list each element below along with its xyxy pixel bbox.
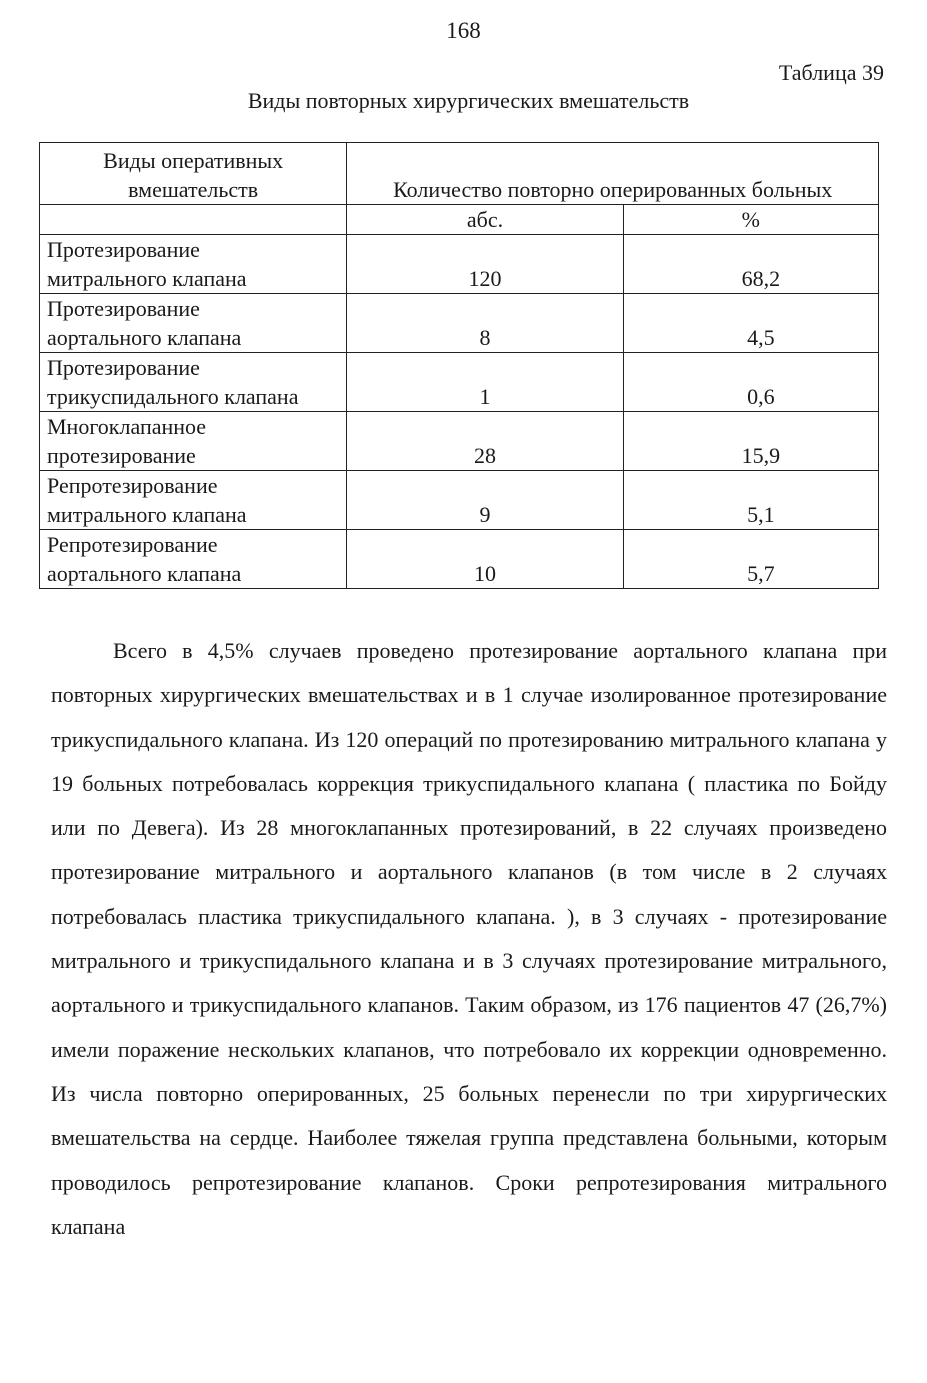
row-name-line2: аортального клапана bbox=[47, 561, 242, 586]
row-name-line2: митрального клапана bbox=[47, 502, 247, 527]
header-patient-count: Количество повторно оперированных больных bbox=[347, 143, 879, 205]
surgery-table bbox=[39, 142, 879, 589]
row-name-line2: протезирование bbox=[47, 443, 196, 468]
row-name-line2: трикуспидального клапана bbox=[47, 384, 299, 409]
row-name bbox=[40, 235, 347, 294]
subheader-pct: % bbox=[623, 205, 878, 235]
table-row bbox=[40, 294, 879, 353]
header-surgery-type bbox=[40, 143, 347, 205]
row-abs: 10 bbox=[347, 530, 623, 589]
table-row bbox=[40, 471, 879, 530]
row-abs: 8 bbox=[347, 294, 623, 353]
row-name-line1: Протезирование bbox=[47, 296, 200, 321]
row-pct: 4,5 bbox=[623, 294, 878, 353]
header-surgery-type-text: Виды оперативных вмешательств bbox=[103, 148, 284, 202]
table-header-row bbox=[40, 143, 879, 205]
table-subheader-row bbox=[40, 205, 879, 235]
row-name bbox=[40, 530, 347, 589]
row-name-line1: Протезирование bbox=[47, 355, 200, 380]
body-paragraph: Всего в 4,5% случаев проведено протезирование аортального клапана при повторных хирургических вмешательствах и в 1 случае изолированное протезирование трикуспидального клапана. Из 120 операций по протезированию митрального клапана у 19 больных потребовалась коррекция трикуспидального клапана ( пластика по Бойду или по Девега). Из 28 многоклапанных протезирований, в 22 случаях произведено протезирование митрального и аортального клапанов (в том числе в 2 случаях потребовалась пластика трикуспидального клапана. ), в 3 случаях - протезирование митрального и трикуспидального клапана и в 3 случаях протезирование митрального, аортального и трикуспидального клапанов. Таким образом, из 176 пациентов 47 (26,7%) имели поражение нескольких клапанов, что потребовало их коррекции одновременно. Из числа повторно оперированных, 25 больных перенесли по три хирургических вмешательства на сердце. Наиболее тяжелая группа представлена больными, которым проводилось репротезирование клапанов. Сроки репротезирования митрального клапана bbox=[51, 638, 887, 1239]
row-name bbox=[40, 412, 347, 471]
row-name bbox=[40, 294, 347, 353]
table-label: Таблица 39 bbox=[778, 60, 884, 85]
row-name bbox=[40, 353, 347, 412]
row-abs: 1 bbox=[347, 353, 623, 412]
row-name-line2: митрального клапана bbox=[47, 266, 247, 291]
row-pct: 0,6 bbox=[623, 353, 878, 412]
row-pct: 5,7 bbox=[623, 530, 878, 589]
table-row bbox=[40, 412, 879, 471]
row-abs: 28 bbox=[347, 412, 623, 471]
row-name-line1: Протезирование bbox=[47, 237, 200, 262]
row-abs: 120 bbox=[347, 235, 623, 294]
row-pct: 5,1 bbox=[623, 471, 878, 530]
table-row bbox=[40, 353, 879, 412]
page-number: 168 bbox=[446, 18, 481, 43]
row-name-line1: Многоклапанное bbox=[47, 414, 207, 439]
row-name-line1: Репротезирование bbox=[47, 532, 218, 557]
table-title: Виды повторных хирургических вмешательств bbox=[247, 88, 690, 113]
table-row bbox=[40, 530, 879, 589]
row-pct: 68,2 bbox=[623, 235, 878, 294]
table-row bbox=[40, 235, 879, 294]
row-name-line1: Репротезирование bbox=[47, 473, 218, 498]
row-abs: 9 bbox=[347, 471, 623, 530]
row-pct: 15,9 bbox=[623, 412, 878, 471]
subheader-abs: абс. bbox=[347, 205, 623, 235]
row-name-line2: аортального клапана bbox=[47, 325, 242, 350]
subheader-empty bbox=[40, 205, 347, 235]
row-name bbox=[40, 471, 347, 530]
